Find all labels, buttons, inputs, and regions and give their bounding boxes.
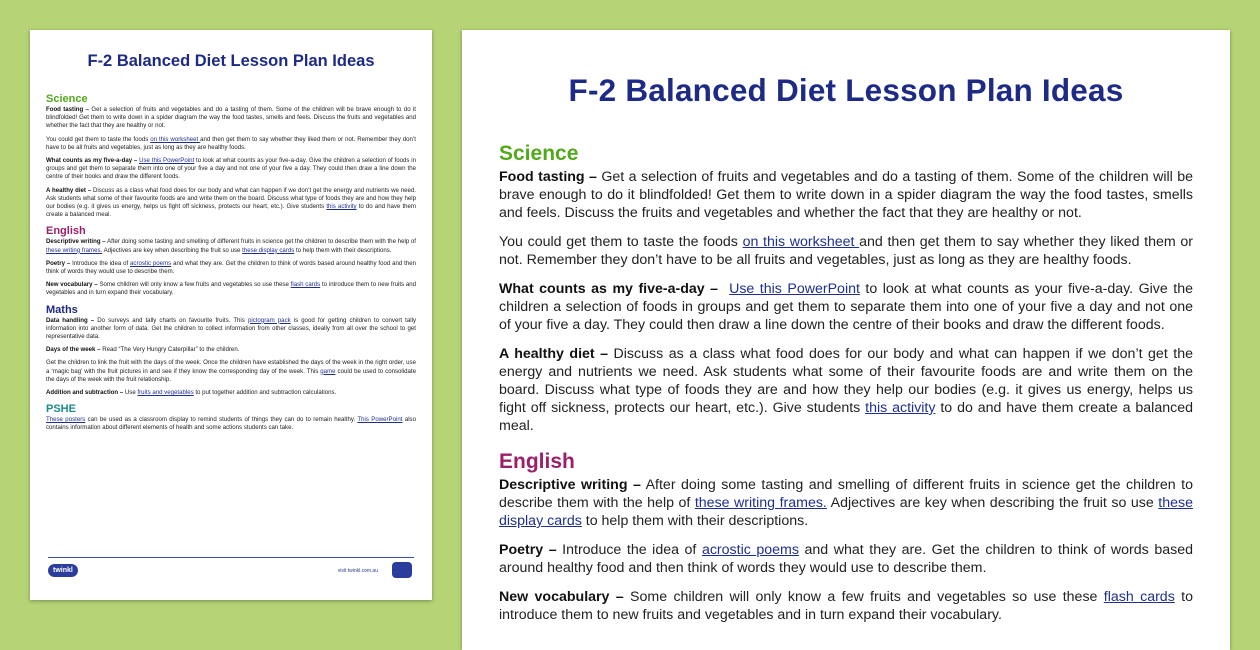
- small-fruits-veg-link[interactable]: fruits and vegetables: [137, 389, 194, 397]
- english-heading: English: [499, 450, 575, 473]
- small-addition-subtraction: Addition and subtraction – Use fruits and vegetables to put together addition and subtraction calculations.: [46, 389, 337, 397]
- badge-icon: [392, 562, 412, 578]
- small-powerpoint-link[interactable]: Use this PowerPoint: [139, 157, 195, 165]
- taste-foods-paragraph: You could get them to taste the foods on this worksheet and then get them to say whether they liked them or not. Remember they don’t have to be all fruits and vegetables, just as long as they are healthy foods.: [499, 234, 1193, 268]
- small-flash-cards-link[interactable]: flash cards: [290, 281, 321, 289]
- poetry-paragraph: Poetry – Introduce the idea of acrostic poems and what they are. Get the children to think of words based around healthy food and then think of words they would use to describe them.: [499, 542, 1193, 576]
- flash-cards-link[interactable]: flash cards: [1103, 589, 1175, 605]
- page-title: F-2 Balanced Diet Lesson Plan Ideas: [568, 72, 1124, 108]
- small-healthy-diet: A healthy diet – Discuss as a class what food does for our body and what can happen if we don’t get the energy and nutrients we need. Ask students what some of their favourite foods are and write them on the board. Discuss what type of foods they are and how they help our bodies (e.g. it gives us energy, helps us fight off sickness, protects our heart, etc.). Give students this activity to do and have them create a balanced meal.: [46, 186, 417, 219]
- footer-url: visit twinkl.com.au: [337, 568, 378, 574]
- writing-frames-link[interactable]: these writing frames.: [694, 495, 827, 511]
- powerpoint-link[interactable]: Use this PowerPoint: [729, 281, 860, 297]
- small-science-heading: Science: [46, 93, 88, 105]
- small-new-vocabulary: New vocabulary – Some children will only know a few fruits and vegetables so use these flash cards to introduce them to new fruits and vegetables and in turn expand their vocabulary.: [46, 281, 417, 297]
- small-activity-link[interactable]: this activity: [326, 203, 357, 211]
- small-maths-heading: Maths: [46, 303, 78, 316]
- small-link-fruit: Get the children to link the fruit with the days of the week. Once the children have established the days of the week in the right order, use a ‘magic bag’ with the fruit pictures in and see if they know the corresponding day of the week. This game could be used to consolidate the days of the week with the fruit relationship.: [46, 359, 416, 383]
- small-page-title: F-2 Balanced Diet Lesson Plan Ideas: [87, 52, 375, 70]
- five-a-day-paragraph: What counts as my five-a-day – Use this PowerPoint to look at what counts as your five-a-day. Give the children a selection of foods in groups and get them to separate them into one of your five a day and not one of your five a day. They could then draw a line down the centre of their books and draw the different foods.: [499, 281, 1194, 333]
- small-page-preview: [30, 30, 432, 600]
- descriptive-writing-paragraph: Descriptive writing – After doing some tasting and smelling of different fruits in science get the children to describe them with the help of these writing frames. Adjectives are key when describing the fruit so use these display cards to help them with their descriptions.: [499, 477, 1194, 529]
- large-page-detail: [462, 30, 1230, 650]
- small-pshe-powerpoint-link[interactable]: This PowerPoint: [357, 416, 403, 424]
- small-pshe-text: These posters can be used as a classroom display to remind students of things they can do to remain healthy. This PowerPoint also contains information about different elements of health and some actions students can take.: [46, 416, 416, 432]
- acrostic-poems-link[interactable]: acrostic poems: [701, 542, 799, 558]
- small-data-handling: Data handling – Do surveys and tally charts on favourite fruits. This pictogram pack is good for getting children to convert tally information into another form of data. Get the children to collect information from other classes, ideally from all over the school to get representative data.: [46, 316, 417, 341]
- display-cards-link[interactable]: these display cards: [499, 495, 1193, 529]
- small-food-tasting: Food tasting – Get a selection of fruits and vegetables and do a tasting of them. Some of the children will be brave enough to do it blindfolded! Get them to write down in a spider diagram the way the food tastes, smells and feels. Discuss the fruits and vegetables and whether the fact that they are healthy or not.: [46, 106, 416, 130]
- small-game-link[interactable]: game: [320, 367, 336, 375]
- healthy-diet-paragraph: A healthy diet – Discuss as a class what food does for our body and what can happen if we don’t get the energy and nutrients we need. Ask students what some of their favourite foods are and write them on the board. Discuss what type of foods they are and how they help our bodies (e.g. it gives us energy, helps us fight off sickness, protects our heart, etc.). Give students this activity to do and have them create a balanced meal.: [499, 346, 1193, 434]
- science-heading: Science: [499, 142, 579, 165]
- small-posters-link[interactable]: These posters: [46, 416, 86, 424]
- worksheet-link[interactable]: on this worksheet: [742, 234, 860, 250]
- small-poetry: Poetry – Introduce the idea of acrostic poems and what they are. Get the children to think of words based around healthy food and then think of words they would use to describe them.: [46, 259, 416, 276]
- small-writing-frames-link[interactable]: these writing frames.: [46, 246, 103, 254]
- small-pshe-heading: PSHE: [46, 403, 76, 416]
- activity-link[interactable]: this activity: [865, 400, 936, 416]
- small-five-a-day: What counts as my five-a-day – Use this PowerPoint to look at what counts as your five-a-day. Give the children a selection of foods in groups and get them to separate them into one of your five a day and not one of your five a day. They could then draw a line down the centre of their books and draw the different foods.: [46, 157, 416, 181]
- small-acrostic-link[interactable]: acrostic poems: [130, 259, 172, 267]
- small-page-footer: [48, 557, 414, 580]
- small-worksheet-link[interactable]: on this worksheet: [150, 135, 201, 143]
- new-vocabulary-paragraph: New vocabulary – Some children will only know a few fruits and vegetables so use these flash cards to introduce them to new fruits and vegetables and in turn expand their vocabulary.: [499, 589, 1193, 623]
- small-descriptive-writing: Descriptive writing – After doing some tasting and smelling of different fruits in science get the children to describe them with the help of these writing frames. Adjectives are key when describing the fruit so use these display cards to help them with their descriptions.: [46, 238, 416, 254]
- small-taste-foods: You could get them to taste the foods on this worksheet and then get them to say whether they liked them or not. Remember they don’t have to be all fruits and vegetables, just as long as they are healthy foods.: [46, 135, 416, 151]
- food-tasting-paragraph: Food tasting – Get a selection of fruits and vegetables and do a tasting of them. Some of the children will be brave enough to do it blindfolded! Get them to write down in a spider diagram the way the food tastes, smells and feels. Discuss the fruits and vegetables and whether the fact that they are healthy or not.: [499, 169, 1193, 221]
- small-display-cards-link[interactable]: these display cards: [242, 246, 295, 254]
- twinkl-logo: twinkl: [48, 564, 78, 577]
- small-english-heading: English: [46, 225, 86, 238]
- small-days-of-week: Days of the week – Read “The Very Hungry Caterpillar” to the children.: [46, 346, 240, 354]
- small-pictogram-link[interactable]: pictogram pack: [247, 316, 291, 324]
